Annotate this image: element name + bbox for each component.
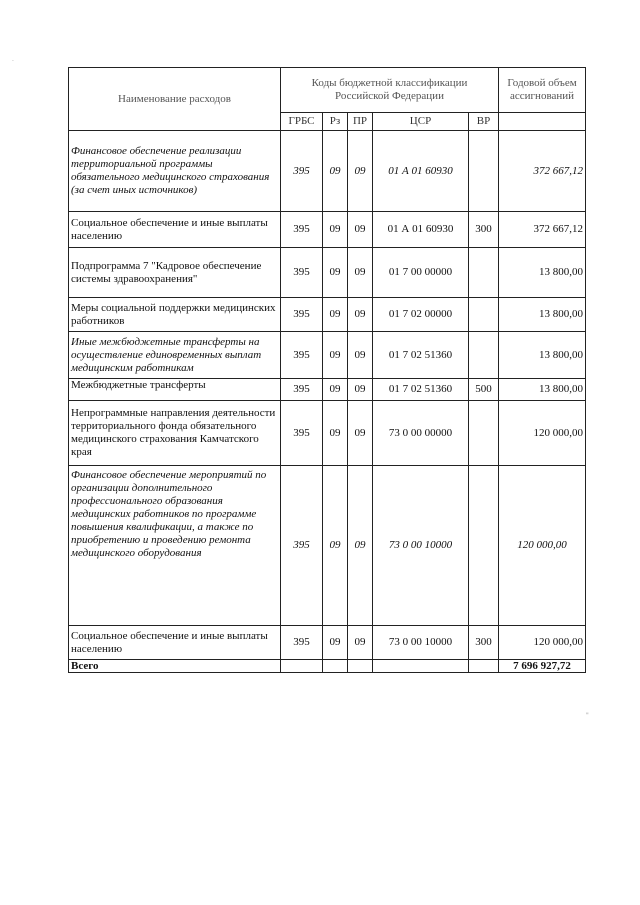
- table-row: [69, 248, 586, 298]
- row-csr: 01 А 01 60930: [373, 212, 469, 248]
- total-empty-cell: [281, 660, 323, 673]
- total-row: [69, 660, 586, 673]
- row-rz: 09: [323, 298, 348, 332]
- row-grbs: 395: [281, 131, 323, 212]
- table-row: [69, 466, 586, 626]
- table-row: [69, 401, 586, 466]
- row-rz: 09: [323, 626, 348, 660]
- header-amount: Годовой объем ассигнований: [499, 68, 586, 113]
- header-codes: Коды бюджетной классификации Российской Федерации: [281, 68, 499, 113]
- row-pr: 09: [348, 401, 373, 466]
- header-pr: ПР: [348, 113, 373, 131]
- row-rz: 09: [323, 248, 348, 298]
- table-row: [69, 212, 586, 248]
- row-grbs: 395: [281, 298, 323, 332]
- scan-mark: ": [586, 712, 589, 719]
- row-vr: [469, 466, 499, 626]
- header-grbs: ГРБС: [281, 113, 323, 131]
- row-amount: 13 800,00: [499, 298, 586, 332]
- row-csr: 01 7 02 51360: [373, 332, 469, 379]
- row-grbs: 395: [281, 212, 323, 248]
- row-pr: 09: [348, 466, 373, 626]
- row-name: Подпрограмма 7 "Кадровое обеспечение системы здравоохранения": [69, 248, 281, 298]
- row-pr: 09: [348, 212, 373, 248]
- row-csr: 73 0 00 10000: [373, 626, 469, 660]
- row-rz: 09: [323, 332, 348, 379]
- table-row: [69, 332, 586, 379]
- row-name: Социальное обеспечение и иные выплаты населению: [69, 212, 281, 248]
- row-name: Межбюджетные трансферты: [69, 379, 281, 401]
- scan-mark: ·: [12, 58, 14, 65]
- header-vr: ВР: [469, 113, 499, 131]
- header-csr: ЦСР: [373, 113, 469, 131]
- row-pr: 09: [348, 379, 373, 401]
- table-row: [69, 131, 586, 212]
- row-name: Финансовое обеспечение мероприятий по организации дополнительного профессионального образования медицинских работников по программе повышения квалификации, а также по приобретению и проведению ремонта медицинского оборудования: [69, 466, 281, 626]
- total-amount: 7 696 927,72: [499, 660, 586, 673]
- row-grbs: 395: [281, 332, 323, 379]
- total-empty-cell: [323, 660, 348, 673]
- total-empty-cell: [348, 660, 373, 673]
- row-amount: 120 000,00: [499, 401, 586, 466]
- header-name: Наименование расходов: [69, 68, 281, 131]
- row-name: Социальное обеспечение и иные выплаты населению: [69, 626, 281, 660]
- row-amount: 120 000,00: [499, 626, 586, 660]
- row-vr: 300: [469, 626, 499, 660]
- row-name: Финансовое обеспечение реализации территориальной программы обязательного медицинского страхования (за счет иных источников): [69, 131, 281, 212]
- table-row: [69, 626, 586, 660]
- total-label: Всего: [69, 660, 281, 673]
- row-csr: 01 7 02 51360: [373, 379, 469, 401]
- row-amount: 13 800,00: [499, 248, 586, 298]
- row-pr: 09: [348, 298, 373, 332]
- row-amount: 13 800,00: [499, 379, 586, 401]
- row-pr: 09: [348, 248, 373, 298]
- row-csr: 01 А 01 60930: [373, 131, 469, 212]
- total-empty-cell: [373, 660, 469, 673]
- row-vr: 500: [469, 379, 499, 401]
- row-csr: 73 0 00 00000: [373, 401, 469, 466]
- row-amount: 120 000,00: [499, 466, 586, 626]
- row-grbs: 395: [281, 401, 323, 466]
- table-row: [69, 298, 586, 332]
- row-name: Меры социальной поддержки медицинских работников: [69, 298, 281, 332]
- row-vr: [469, 401, 499, 466]
- row-grbs: 395: [281, 248, 323, 298]
- row-rz: 09: [323, 466, 348, 626]
- row-amount: 372 667,12: [499, 131, 586, 212]
- row-rz: 09: [323, 379, 348, 401]
- row-vr: [469, 131, 499, 212]
- header-amount-empty: [499, 113, 586, 131]
- row-name: Непрограммные направления деятельности территориального фонда обязательного медицинского страхования Камчатского края: [69, 401, 281, 466]
- row-amount: 372 667,12: [499, 212, 586, 248]
- row-pr: 09: [348, 332, 373, 379]
- row-pr: 09: [348, 131, 373, 212]
- table-row: [69, 379, 586, 401]
- row-grbs: 395: [281, 626, 323, 660]
- header-rz: Рз: [323, 113, 348, 131]
- row-csr: 73 0 00 10000: [373, 466, 469, 626]
- row-rz: 09: [323, 131, 348, 212]
- row-pr: 09: [348, 626, 373, 660]
- budget-table: [68, 67, 586, 673]
- row-vr: [469, 332, 499, 379]
- row-csr: 01 7 02 00000: [373, 298, 469, 332]
- row-amount: 13 800,00: [499, 332, 586, 379]
- row-vr: [469, 248, 499, 298]
- row-grbs: 395: [281, 466, 323, 626]
- table-header-row: [69, 68, 586, 113]
- row-name: Иные межбюджетные трансферты на осуществление единовременных выплат медицинским работникам: [69, 332, 281, 379]
- row-grbs: 395: [281, 379, 323, 401]
- row-vr: 300: [469, 212, 499, 248]
- row-csr: 01 7 00 00000: [373, 248, 469, 298]
- total-empty-cell: [469, 660, 499, 673]
- row-rz: 09: [323, 212, 348, 248]
- row-vr: [469, 298, 499, 332]
- row-rz: 09: [323, 401, 348, 466]
